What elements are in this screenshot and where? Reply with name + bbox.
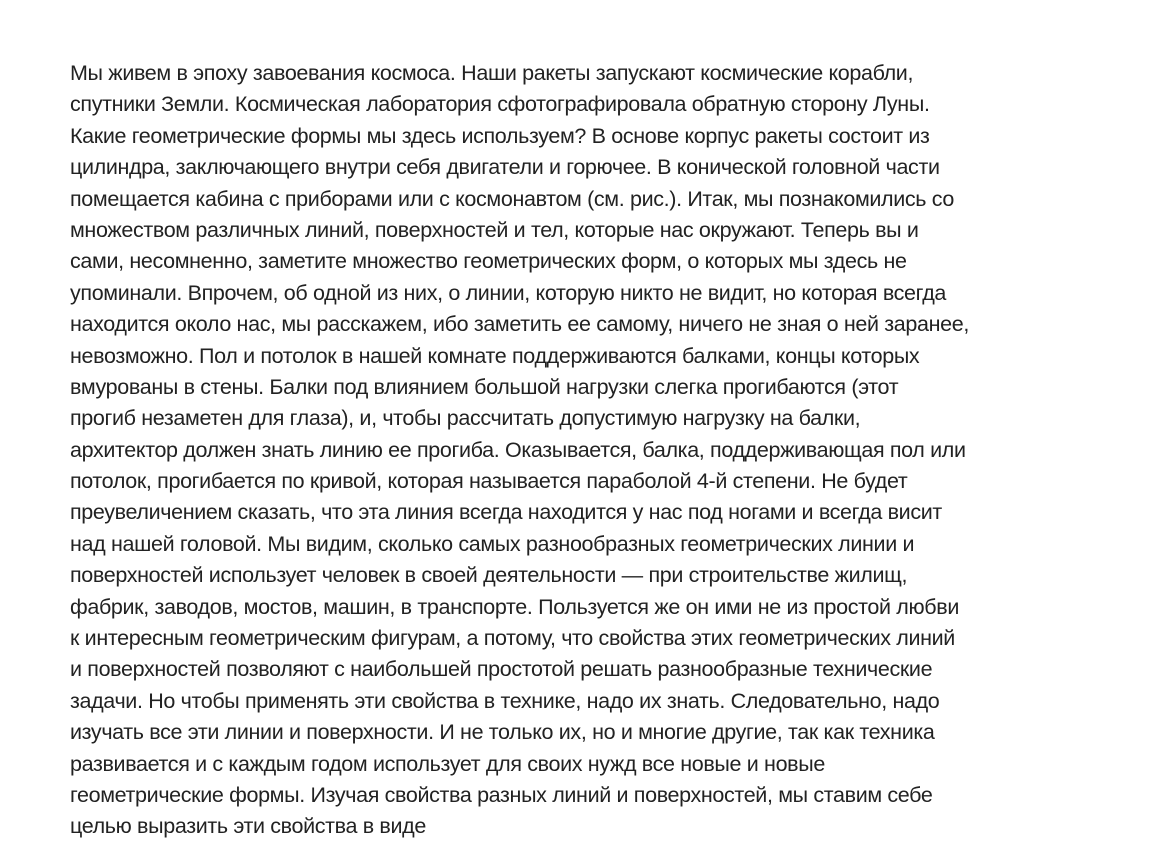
text-line: над нашей головой. Мы видим, сколько самых разнообразных геометрических линии и <box>70 531 915 556</box>
text-line: фабрик, заводов, мостов, машин, в транспорте. Пользуется же он ими не из простой любви <box>70 594 959 619</box>
text-line: преувеличением сказать, что эта линия всегда находится у нас под ногами и всегда висит <box>70 500 942 525</box>
text-line: сами, несомненно, заметите множество геометрических форм, о которых мы здесь не <box>70 249 907 274</box>
text-line: Мы живем в эпоху завоевания космоса. Наши ракеты запускают космические корабли, <box>70 61 914 85</box>
text-line: Какие геометрические формы мы здесь используем? В основе корпус ракеты состоит из <box>70 123 930 148</box>
text-line: множеством различных линий, поверхностей и тел, которые нас окружают. Теперь вы и <box>70 217 919 242</box>
text-line: потолок, прогибается по кривой, которая называется параболой 4-й степени. Не будет <box>70 469 908 494</box>
text-line: упоминали. Впрочем, об одной из них, о линии, которую никто не видит, но которая всегда <box>70 280 946 305</box>
text-line: находится около нас, мы расскажем, ибо заметить ее самому, ничего не зная о ней заранее, <box>70 312 969 337</box>
text-line: геометрические формы. Изучая свойства разных линий и поверхностей, мы ставим себе <box>70 782 933 807</box>
text-line: цилиндра, заключающего внутри себя двигатели и горючее. В конической головной части <box>70 155 940 180</box>
text-line: изучать все эти линии и поверхности. И не только их, но и многие другие, так как техника <box>70 720 935 745</box>
text-line: вмурованы в стены. Балки под влиянием большой нагрузки слегка прогибаются (этот <box>70 374 899 399</box>
text-line: к интересным геометрическим фигурам, а потому, что свойства этих геометрических линий <box>70 626 955 651</box>
body-text <box>70 58 1130 843</box>
text-line: и поверхностей позволяют с наибольшей простотой решать разнообразные технические <box>70 657 933 682</box>
text-line: развивается и с каждым годом использует для своих нужд все новые и новые <box>70 751 825 776</box>
text-line: невозможно. Пол и потолок в нашей комнате поддерживаются балками, концы которых <box>70 343 920 368</box>
text-line: поверхностей использует человек в своей деятельности — при строительстве жилищ, <box>70 563 908 588</box>
text-line: архитектор должен знать линию ее прогиба. Оказывается, балка, поддерживающая пол или <box>70 437 966 462</box>
text-line: спутники Земли. Космическая лаборатория сфотографировала обратную сторону Луны. <box>70 92 930 117</box>
text-line: помещается кабина с приборами или с космонавтом (см. рис.). Итак, мы познакомились со <box>70 186 955 211</box>
text-line: прогиб незаметен для глаза), и, чтобы рассчитать допустимую нагрузку на балки, <box>70 406 861 431</box>
text-line: целью выразить эти свойства в виде <box>70 814 426 839</box>
text-line: задачи. Но чтобы применять эти свойства в технике, надо их знать. Следовательно, надо <box>70 688 940 713</box>
